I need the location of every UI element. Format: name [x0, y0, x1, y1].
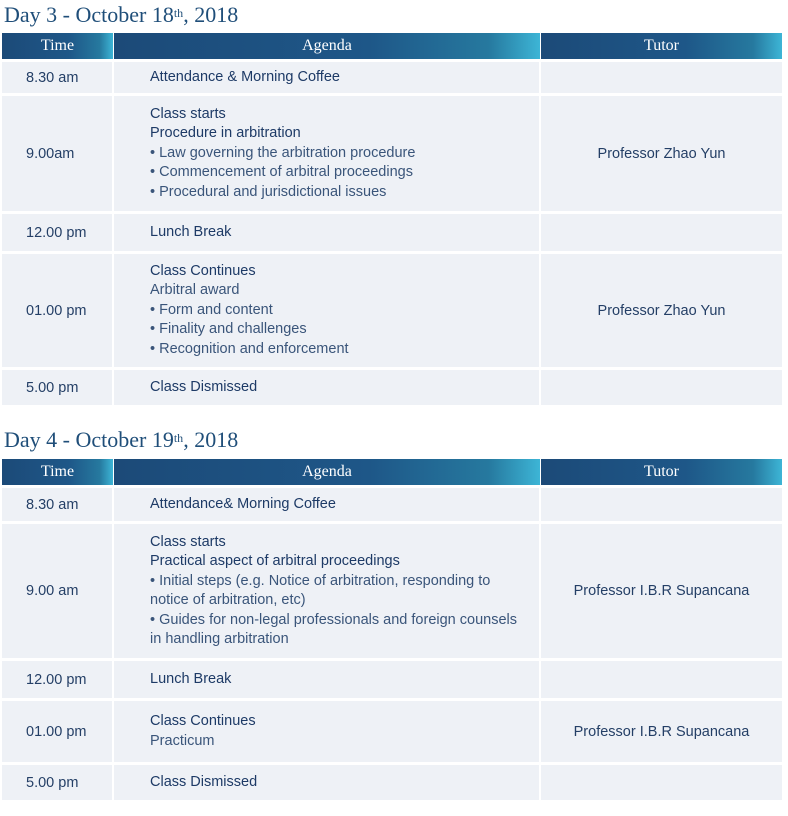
- agenda-cell: [114, 214, 541, 251]
- tutor-cell: Professor I.B.R Supancana: [541, 524, 782, 658]
- column-header-agenda: Agenda: [114, 33, 541, 59]
- table-row: [2, 62, 782, 93]
- tutor-cell: Professor Zhao Yun: [541, 254, 782, 367]
- column-header-agenda: Agenda: [114, 459, 541, 485]
- time-cell: 01.00 pm: [2, 254, 114, 367]
- agenda-cell: [114, 524, 541, 658]
- time-cell: 12.00 pm: [2, 214, 114, 251]
- day-title: [4, 427, 238, 453]
- agenda-cell: [114, 701, 541, 762]
- tutor-cell: Professor Zhao Yun: [541, 96, 782, 211]
- tutor-cell: [541, 370, 782, 405]
- agenda-cell: [114, 661, 541, 698]
- time-cell: 01.00 pm: [2, 701, 114, 762]
- agenda-cell: [114, 765, 541, 800]
- schedule-table: [2, 456, 782, 803]
- agenda-line: Class starts: [150, 533, 226, 550]
- table-header-row: [2, 33, 782, 59]
- column-header-time: Time: [2, 459, 114, 485]
- table-row: [2, 765, 782, 800]
- agenda-line: Class Dismissed: [150, 378, 258, 395]
- agenda-line: • Form and content: [150, 301, 273, 318]
- tutor-cell: [541, 62, 782, 93]
- agenda-line: Lunch Break: [150, 223, 232, 240]
- time-cell: 9.00 am: [2, 524, 114, 658]
- agenda-line: Lunch Break: [150, 670, 232, 687]
- time-cell: 8.30 am: [2, 62, 114, 93]
- column-header-time: Time: [2, 33, 114, 59]
- table-row: [2, 661, 782, 698]
- agenda-line: Procedure in arbitration: [150, 125, 301, 142]
- time-cell: 8.30 am: [2, 488, 114, 521]
- agenda-cell: [114, 62, 541, 93]
- agenda-cell: [114, 370, 541, 405]
- agenda-line: • Procedural and jurisdictional issues: [150, 183, 387, 200]
- agenda-line: Attendance& Morning Coffee: [150, 495, 336, 512]
- time-cell: 5.00 pm: [2, 765, 114, 800]
- column-header-tutor: Tutor: [541, 33, 782, 59]
- schedule-table: [2, 30, 782, 408]
- table-row: [2, 370, 782, 405]
- day-title-year: , 2018: [183, 427, 239, 452]
- agenda-line: Practicum: [150, 732, 215, 749]
- day-title-text: Day 4 - October 19: [4, 427, 174, 452]
- day-title-year: , 2018: [183, 2, 239, 27]
- table-row: [2, 214, 782, 251]
- agenda-cell: [114, 488, 541, 521]
- agenda-line: Class starts: [150, 105, 226, 122]
- day-title-suffix: th: [173, 6, 184, 20]
- time-cell: 5.00 pm: [2, 370, 114, 405]
- agenda-line: Practical aspect of arbitral proceedings: [150, 553, 400, 569]
- table-row: [2, 701, 782, 762]
- agenda-line: • Commencement of arbitral proceedings: [150, 164, 413, 181]
- tutor-cell: Professor I.B.R Supancana: [541, 701, 782, 762]
- table-header-row: [2, 459, 782, 485]
- agenda-line: • Law governing the arbitration procedure: [150, 144, 416, 161]
- column-header-tutor: Tutor: [541, 459, 782, 485]
- schedule-body: [2, 488, 782, 800]
- table-row: [2, 488, 782, 521]
- agenda-line: • Initial steps (e.g. Notice of arbitration, responding to notice of arbitration, etc): [150, 572, 491, 608]
- agenda-line: Class Continues: [150, 713, 256, 729]
- table-row: [2, 96, 782, 211]
- time-cell: 12.00 pm: [2, 661, 114, 698]
- schedule-body: [2, 62, 782, 405]
- tutor-cell: [541, 765, 782, 800]
- agenda-line: • Finality and challenges: [150, 321, 307, 338]
- agenda-cell: [114, 96, 541, 211]
- day-title-text: Day 3 - October 18: [4, 2, 174, 27]
- agenda-line: Attendance & Morning Coffee: [150, 68, 340, 85]
- day-title: [4, 2, 238, 28]
- agenda-line: • Recognition and enforcement: [150, 340, 349, 357]
- table-row: [2, 254, 782, 367]
- agenda-line: Class Dismissed: [150, 773, 258, 790]
- agenda-line: Class Continues: [150, 262, 256, 279]
- agenda-line: Arbitral award: [150, 282, 240, 299]
- day-title-suffix: th: [173, 431, 184, 445]
- time-cell: 9.00am: [2, 96, 114, 211]
- agenda-line: • Guides for non-legal professionals and foreign counsels in handling arbitration: [150, 611, 517, 647]
- agenda-cell: [114, 254, 541, 367]
- tutor-cell: [541, 214, 782, 251]
- tutor-cell: [541, 488, 782, 521]
- table-row: [2, 524, 782, 658]
- tutor-cell: [541, 661, 782, 698]
